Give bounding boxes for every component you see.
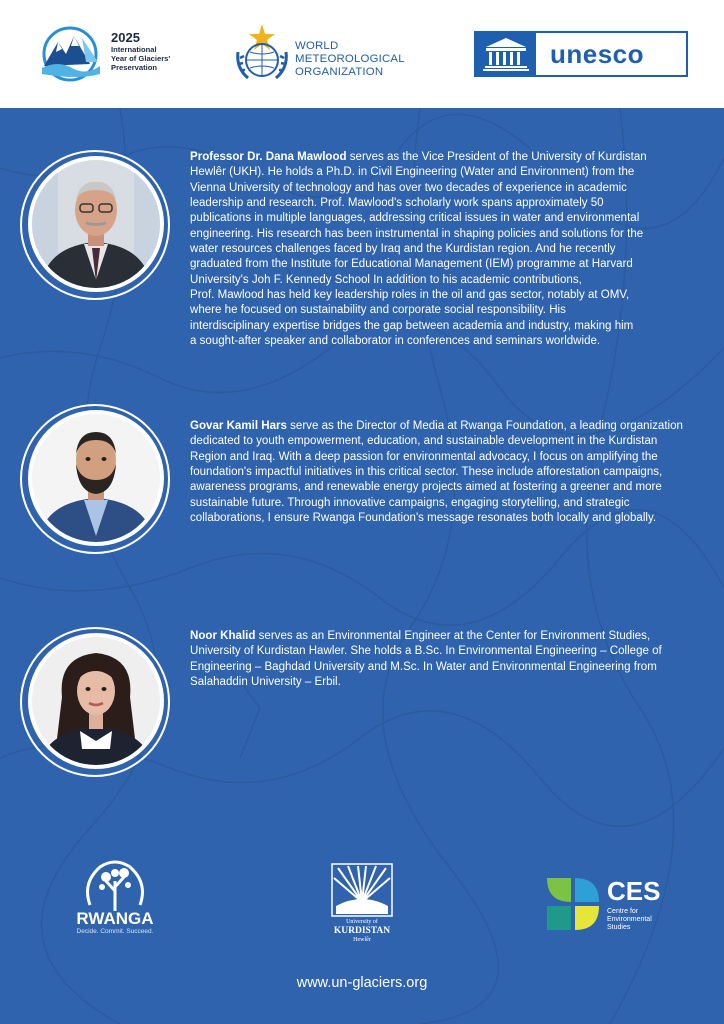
avatar-govar-kamil-hars: [28, 410, 164, 546]
bio-name: Govar Kamil Hars: [190, 420, 287, 432]
wmo-emblem-icon: [232, 22, 292, 84]
rwanga-logo: [70, 855, 160, 940]
bio-name: Professor Dr. Dana Mawlood: [190, 151, 347, 163]
iyg-title: International Year of Glaciers' Preservation: [111, 45, 171, 72]
ukh-sub: Hewlêr: [353, 937, 371, 943]
iyg-logo: [38, 24, 183, 82]
ukh-name: KURDISTAN: [333, 926, 391, 936]
bio-govar-kamil-hars: Govar Kamil Hars serve as the Director of Media at Rwanga Foundation, a leading organization dedicated to youth empowerment, education, and sustainable development in the Kurdistan Region and Iraq. With a deep passion for environmental advocacy, I focus on amplifying the foundation's impactful initiatives in this critical sector. These include afforestation campaigns, awareness programs, and renewable energy projects aimed at fostering a greener and more sustainable future. Through innovative campaigns, engaging storytelling, and strategic collaborations, I ensure Rwanga Foundation's message resonates both locally and globally.: [190, 420, 683, 525]
website-link[interactable]: www.un-glaciers.org: [296, 975, 428, 991]
avatar-dana-mawlood: [28, 156, 164, 292]
rwanga-name: RWANGA: [76, 909, 154, 928]
header-bar: [0, 0, 724, 108]
ukh-top: University of: [346, 919, 378, 925]
sunburst-icon: [326, 862, 398, 918]
bio-name: Noor Khalid: [190, 630, 256, 642]
unesco-wordmark: unesco: [550, 39, 645, 69]
unesco-temple-icon: [476, 33, 536, 75]
unesco-logo: [474, 31, 688, 77]
ukh-logo: [326, 862, 398, 944]
glacier-mountain-icon: [38, 24, 108, 82]
ces-logo: [545, 876, 685, 932]
bio-noor-khalid: Noor Khalid serves as an Environmental Engineer at the Center for Environment Studies, University of Kurdistan Hawler. She holds a B.Sc. In Environmental Engineering – College of Engineering – Baghdad University and M.Sc. In Water and Environmental Engineering from Salahaddin University – Erbil.: [190, 630, 662, 689]
ces-abbr: CES: [607, 876, 661, 906]
wmo-name: WORLD METEOROLOGICAL ORGANIZATION: [295, 40, 405, 78]
bio-dana-mawlood: Professor Dr. Dana Mawlood serves as the Vice President of the University of Kurdistan Hewlêr (UKH). He holds a Ph.D. in Civil Engineering (Water and Environment) from the Vienna University of technology and has over two decades of experience in academic leadership and research. Prof. Mawlood's scholarly work spans approximately 50 publications in multiple languages, addressing critical issues in water and environmental engineering. His research has been instrumental in shaping policies and solutions for the water resources challenges faced by Iraq and the Kurdistan region. And he recently graduated from the Institute for Educational Management (IEM) programme at Harvard University's Joh F. Kennedy School In addition to his academic contributions, Prof. Mawlood has held key leadership roles in the oil and gas sector, notably at OMV, where he focused on sustainability and corporate social responsibility. His interdisciplinary expertise bridges the gap between academia and industry, making him a sought-after speaker and collaborator in conferences and seminars worldwide.: [190, 151, 647, 348]
wmo-logo: [232, 22, 422, 84]
ces-emblem-icon: [545, 876, 603, 932]
rwanga-tagline: Decide. Commit. Succeed.: [76, 928, 154, 935]
ces-full-name: Centre for Environmental Studies: [607, 908, 652, 931]
avatar-noor-khalid: [28, 633, 164, 769]
iyg-year: 2025: [111, 30, 140, 45]
tree-icon: [70, 855, 160, 913]
